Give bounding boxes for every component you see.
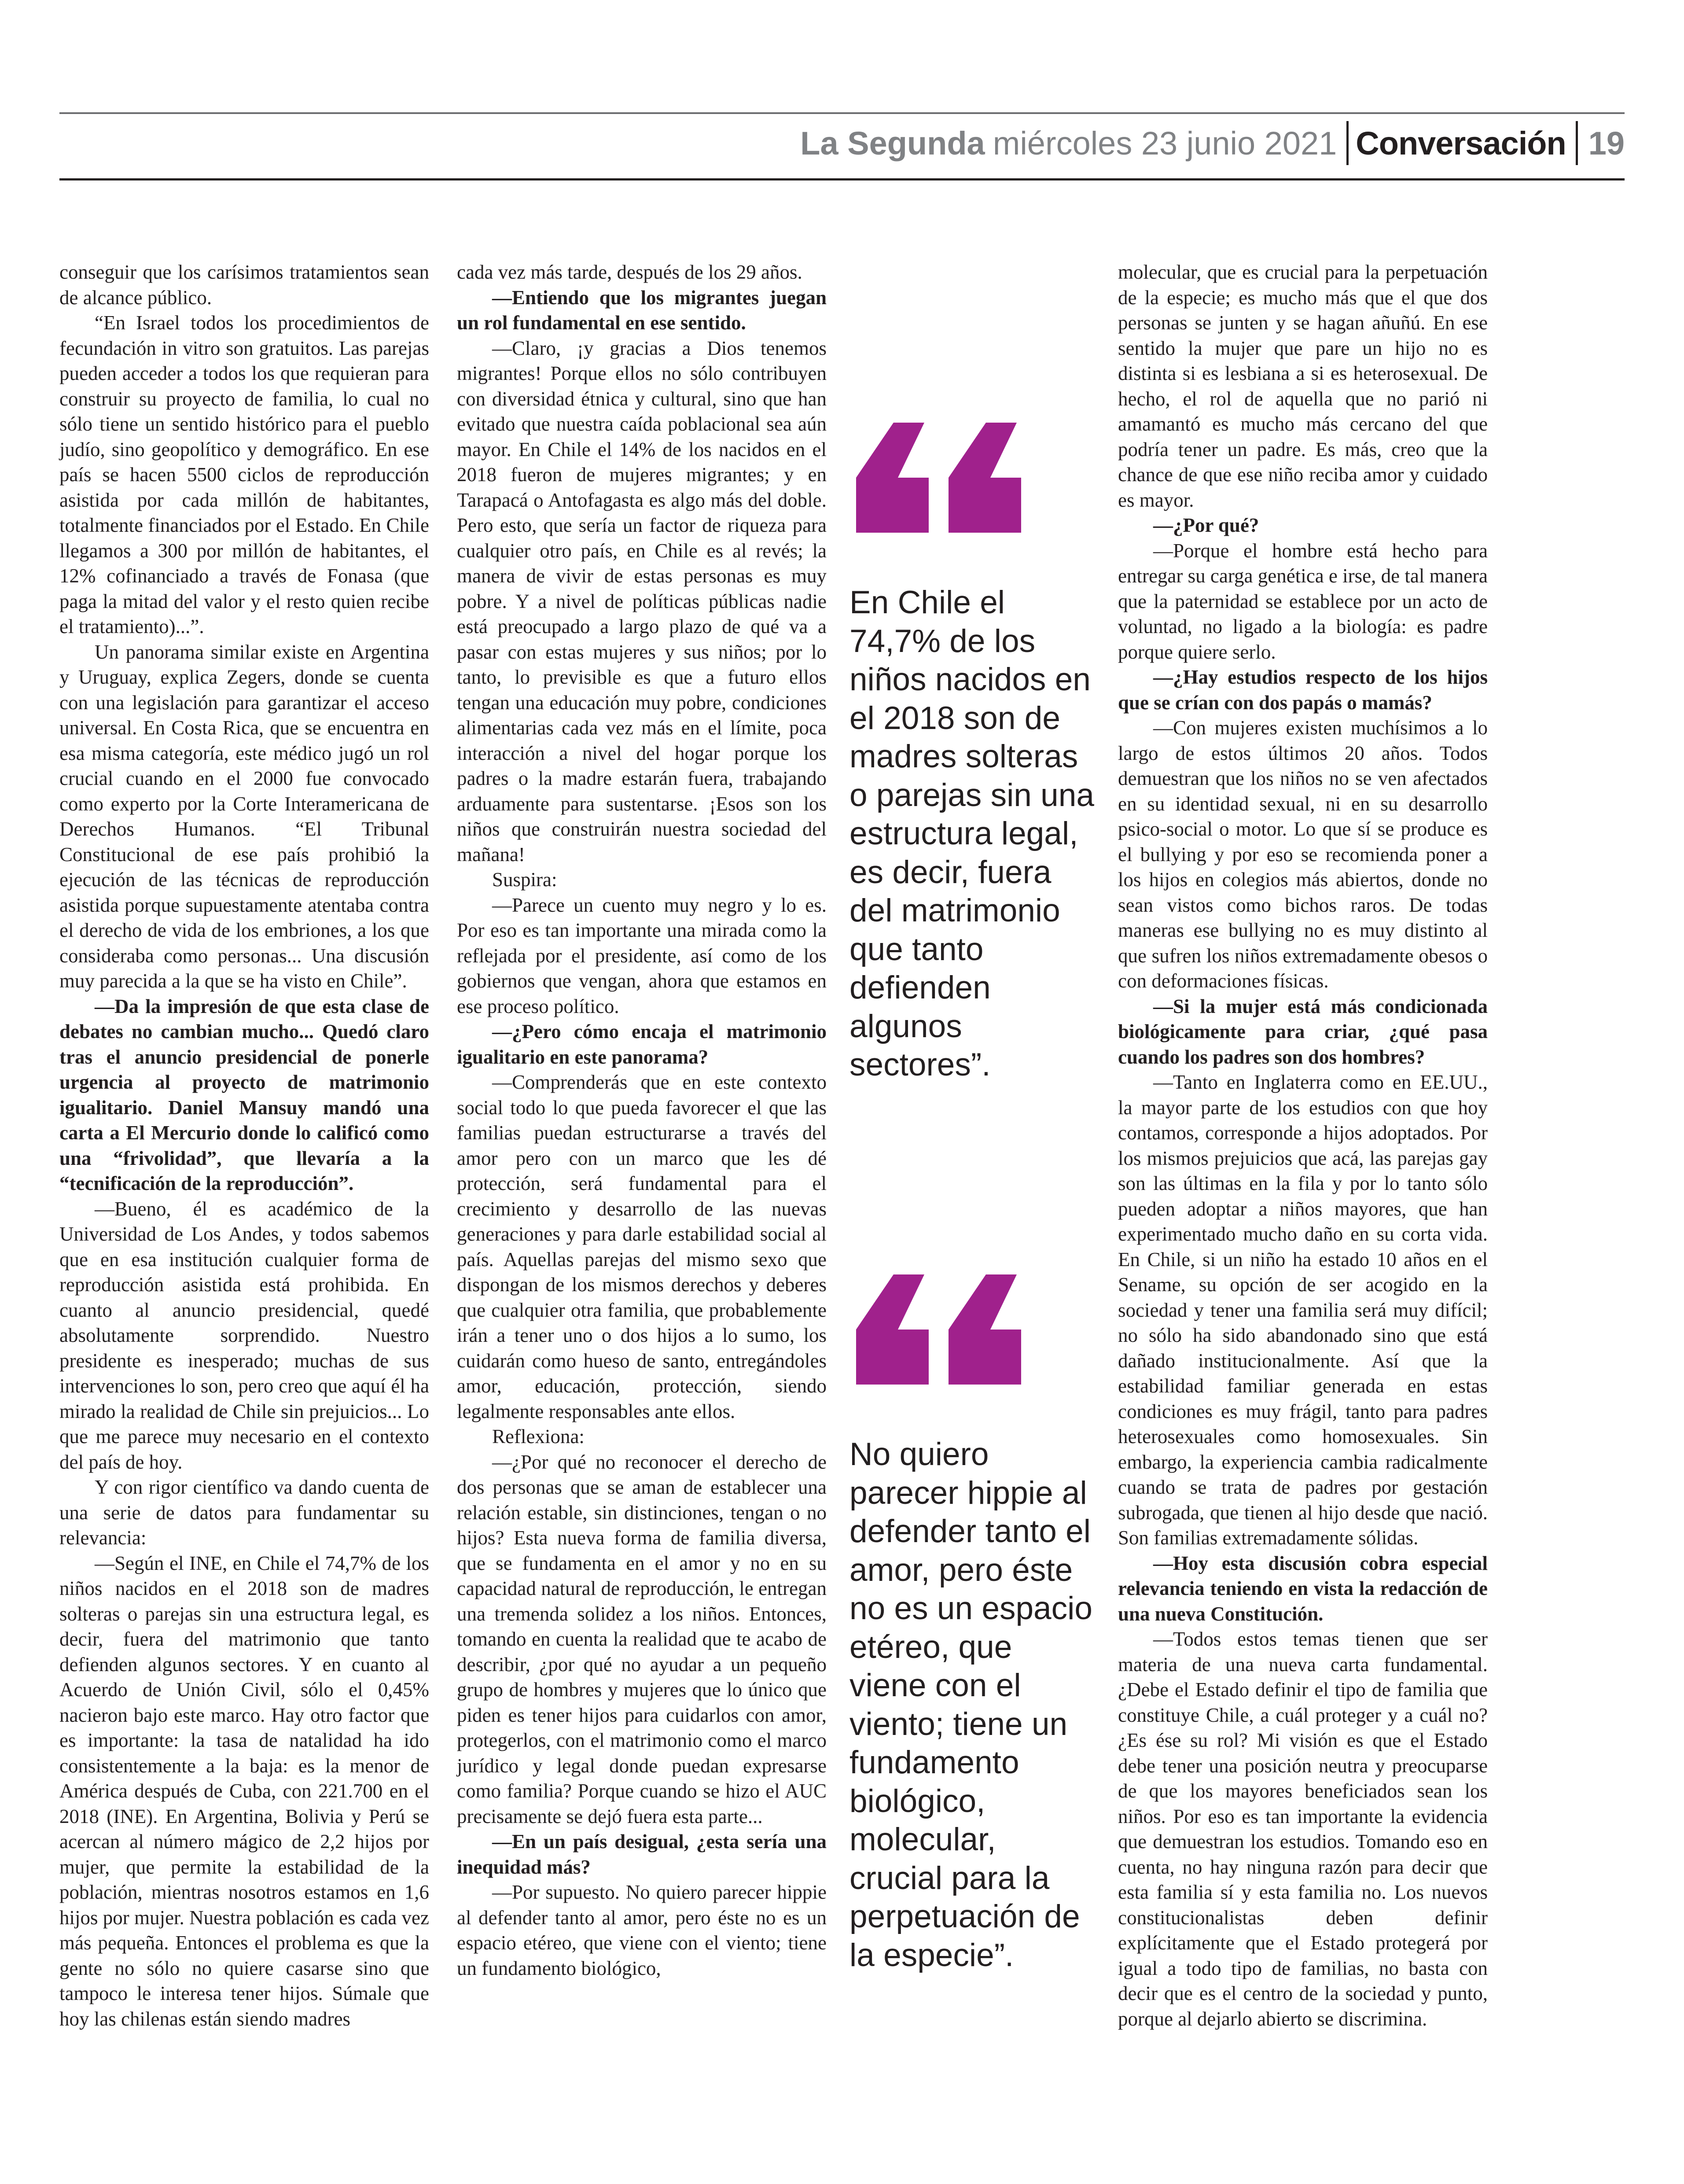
quote-mark-icon xyxy=(849,423,1034,533)
paragraph: —Parece un cuento muy negro y lo es. Por eso es tan importante una mirada como la reflejada por el presidente, así como de los gobiernos que vengan, ahora que estamos en ese proceso político. xyxy=(457,894,827,1017)
issue-date: miércoles 23 junio 2021 xyxy=(993,125,1337,162)
paragraph: Un panorama similar existe en Argentina y Uruguay, explica Zegers, donde se cuenta con una legislación para garantizar el acceso universal. En Costa Rica, que se encuentra en esa misma categoría, este médico jugó un rol crucial cuando en el 2000 fue convocado como experto por la Corte Interamericana de Derechos Humanos. “El Tribunal Constitucional de ese país prohibió la ejecución de las técnicas de reproducción asistida porque supuestamente atentaba contra el derecho de vida de los embriones, a los que consideraba como personas... Una discusión muy parecida a la que se ha visto en Chile”. xyxy=(59,641,429,992)
paragraph: Suspira: xyxy=(492,869,557,891)
section-name: Conversación xyxy=(1356,125,1566,162)
masthead-divider xyxy=(1346,121,1349,165)
paragraph: Reflexiona: xyxy=(492,1425,585,1447)
masthead-divider xyxy=(1576,121,1578,165)
interview-question: —¿Pero cómo encaja el matrimonio igualitario en este panorama? xyxy=(457,1020,827,1068)
pull-quote-1 xyxy=(849,423,1096,1084)
page-header xyxy=(59,101,1625,180)
interview-question: —Si la mujer está más condicionada biológicamente para criar, ¿qué pasa cuando los padres son dos hombres? xyxy=(1118,995,1488,1068)
masthead xyxy=(800,117,1625,169)
paragraph: “En Israel todos los procedimientos de fecundación in vitro son gratuitos. Las parejas pueden acceder a todos los que requieran para construir su proyecto de familia, lo cual no sólo tiene un sentido histórico para el pueblo judío, sino geopolítico y demográfico. En ese país se hacen 5500 ciclos de reproducción asistida por cada millón de habitantes, totalmente financiados por el Estado. En Chile llegamos a 300 por millón de habitantes, el 12% cofinanciado a través de Fonasa (que paga la mitad del valor y el resto quien recibe el tratamiento)...”. xyxy=(59,312,429,637)
paragraph: —¿Por qué no reconocer el derecho de dos personas que se aman de establecer una relación estable, sin distinciones, tengan o no hijos? Esta nueva forma de familia diversa, que se fundamenta en el amor y no en su capacidad natural de reproducción, le entregan una tremenda solidez a los niños. Entonces, tomando en cuenta la realidad que te acabo de describir, ¿por qué no ayudar a un pequeño grupo de hombres y mujeres que lo único que piden es tener hijos para cuidarlos con amor, protegerlos, con el matrimonio como el marco jurídico y legal donde puedan expresarse como familia? Porque cuando se hizo el AUC precisamente se dejó fuera esta parte... xyxy=(457,1451,827,1827)
page-number: 19 xyxy=(1588,125,1625,162)
quote-mark-icon xyxy=(849,1274,1034,1385)
paragraph: —Porque el hombre está hecho para entregar su carga genética e irse, de tal manera que la paternidad se establece por un acto de voluntad, no ligado a la biología: es padre porque quiere serlo. xyxy=(1118,539,1488,663)
paragraph: —Comprenderás que en este contexto social todo lo que pueda favorecer el que las familias puedan estructurarse a través del amor pero con un marco que les dé protección, será fundamental para el crecimiento y desarrollo de las nuevas generaciones y para darle estabilidad social al país. Aquellas parejas del mismo sexo que dispongan de los mismos derechos y deberes que cualquier otra familia, que probablemente irán a tener uno o dos hijos a lo sumo, los cuidarán como hueso de santo, entregándoles amor, educación, protección, siendo legalmente responsables ante ellos. xyxy=(457,1071,827,1422)
interview-question: —Hoy esta discusión cobra especial relevancia teniendo en vista la redacción de una nueva Constitución. xyxy=(1118,1552,1488,1625)
interview-question: —Da la impresión de que esta clase de debates no cambian mucho... Quedó claro tras el anuncio presidencial de ponerle urgencia al proyecto de matrimonio igualitario. Daniel Mansuy mandó una carta a El Mercurio donde lo calificó como una “frivolidad”, que llevaría a la “tecnificación de la reproducción”. xyxy=(59,995,429,1194)
pull-quote-text: En Chile el 74,7% de los niños nacidos en el 2018 son de madres solteras o parejas sin una estructura legal, es decir, fuera del matrimonio que tanto defienden algunos sectores”. xyxy=(849,585,1094,1083)
interview-question: —En un país desigual, ¿esta sería una inequidad más? xyxy=(457,1830,827,1878)
pull-quote-text: No quiero parecer hippie al defender tanto el amor, pero éste no es un espacio etéreo, que viene con el viento; tiene un fundamento biológico, molecular, crucial para la perpetuación de la especie”. xyxy=(849,1436,1092,1973)
article-column-2 xyxy=(457,260,827,1981)
paragraph: —Según el INE, en Chile el 74,7% de los niños nacidos en el 2018 son de madres solteras o parejas sin una estructura legal, es decir, fuera del matrimonio que tanto defienden algunos sectores. Y en cuanto al Acuerdo de Unión Civil, sólo el 0,45% nacieron bajo este marco. Hay otro factor que es importante: la tasa de natalidad ha ido consistentemente a la baja: es la menor de América después de Cuba, con 221.700 en el 2018 (INE). En Argentina, Bolivia y Perú se acercan al número mágico de 2,2 hijos por mujer, que permite la estabilidad de la población, mientras nosotros estamos en 1,6 hijos por mujer. Nuestra población es cada vez más pequeña. Entonces el problema es que la gente no sólo no quiere casarse sino que tampoco le interesa tener hijos. Súmale que hoy las chilenas están siendo madres xyxy=(59,1552,429,2030)
interview-question: —¿Hay estudios respecto de los hijos que se crían con dos papás o mamás? xyxy=(1118,666,1488,714)
interview-question: —Entiendo que los migrantes juegan un rol fundamental en ese sentido. xyxy=(457,286,827,334)
newspaper-name: La Segunda xyxy=(800,125,985,162)
paragraph: —Claro, ¡y gracias a Dios tenemos migrantes! Porque ellos no sólo contribuyen con diversidad étnica y cultural, sino que han evitado que nuestra caída poblacional sea aún mayor. En Chile el 14% de los nacidos en el 2018 fueron de mujeres migrantes; y en Tarapacá o Antofagasta es algo más del doble. Pero esto, que sería un factor de riqueza para cualquier otro país, en Chile es al revés; la manera de vivir de estas personas es muy pobre. Y a nivel de políticas públicas nadie está preocupado a largo plazo de qué va a pasar con estas mujeres y sus niños; por lo tanto, lo previsible es que a futuro ellos tengan una educación muy pobre, condiciones alimentarias cada vez más en el límite, poca interacción a nivel del hogar porque los padres o la madre estarán fuera, trabajando arduamente para sustentarse. ¡Esos son los niños que construirán nuestra sociedad del mañana! xyxy=(457,337,827,865)
paragraph: molecular, que es crucial para la perpetuación de la especie; es mucho más que el que dos personas se junten y se hagan añuñú. En ese sentido la mujer que pare un hijo no es distinta si es lesbiana a si es heterosexual. De hecho, el rol de aquella que no parió ni amamantó es mucho más cercano del que podría tener un padre. Es más, creo que la chance de que ese niño reciba amor y cuidado es mayor. xyxy=(1118,261,1488,511)
paragraph: —Todos estos temas tienen que ser materia de una nueva carta fundamental. ¿Debe el Estado definir el tipo de familia que constituye Chile, a cuál proteger y a cuál no? ¿Es ése su rol? Mi visión es que el Estado debe tener una posición neutra y preocuparse de que los mayores beneficiados sean los niños. Por eso es tan importante la evidencia que demuestran los estudios. Tomando eso en cuenta, no hay ninguna razón para decir que esta familia sí y esta familia no. Los nuevos constitucionalistas deben definir explícitamente que el Estado protegerá por igual a todo tipo de familias, no basta con decir que es el centro de la sociedad y punto, porque al dejarlo abierto se discrimina. xyxy=(1118,1628,1488,2030)
paragraph: —Tanto en Inglaterra como en EE.UU., la mayor parte de los estudios con que hoy contamos, corresponde a hijos adoptados. Por los mismos prejuicios que acá, las parejas gay son las últimas en la fila y por lo tanto sólo pueden adoptar a niños mayores, que han experimentado mucho daño en su corta vida. En Chile, si un niño ha estado 10 años en el Sename, su opción de ser acogido en la sociedad y tener una familia será muy difícil; no sólo ha sido abandonado sino que está dañado institucionalmente. Así que la estabilidad familiar generada en estas condiciones es muy frágil, tanto para padres heterosexuales como homosexuales. Sin embargo, la experiencia cambia radicalmente cuando se trata de padres por gestación subrogada, que tienen al hijo desde que nació. Son familias extremadamente sólidas. xyxy=(1118,1071,1488,1549)
header-bottom-rule xyxy=(59,178,1625,180)
article-column-1 xyxy=(59,260,429,2032)
paragraph: conseguir que los carísimos tratamientos sean de alcance público. xyxy=(59,261,429,309)
article-column-3 xyxy=(1118,260,1488,2032)
paragraph: —Bueno, él es académico de la Universidad de Los Andes, y todos sabemos que en esa institución cualquier forma de reproducción asistida está prohibida. En cuanto al anuncio presidencial, quedé absolutamente sorprendido. Nuestro presidente es inesperado; muchas de sus intervenciones lo son, pero creo que aquí él ha mirado la realidad de Chile sin prejuicios... Lo que me parece muy necesario en el contexto del país de hoy. xyxy=(59,1197,429,1473)
paragraph: cada vez más tarde, después de los 29 años. xyxy=(457,261,802,283)
pull-quote-2 xyxy=(849,1274,1096,1974)
paragraph: —Con mujeres existen muchísimos a lo largo de estos últimos 20 años. Todos demuestran que los niños no se ven afectados en su identidad sexual, ni en su desarrollo psico-social o motor. Lo que sí se produce es el bullying y por eso se recomienda poner a los hijos en colegios más abiertos, donde no sean vistos como bichos raros. De todas maneras ese bullying no es muy distinto al que sufren los niños extremadamente obesos o con deformaciones físicas. xyxy=(1118,717,1488,992)
paragraph: Y con rigor científico va dando cuenta de una serie de datos para fundamentar su relevancia: xyxy=(59,1476,429,1549)
interview-question: —¿Por qué? xyxy=(1153,514,1259,536)
header-top-rule xyxy=(59,112,1625,114)
paragraph: —Por supuesto. No quiero parecer hippie al defender tanto al amor, pero éste no es un espacio etéreo, que viene con el viento; tiene un fundamento biológico, xyxy=(457,1881,827,1979)
